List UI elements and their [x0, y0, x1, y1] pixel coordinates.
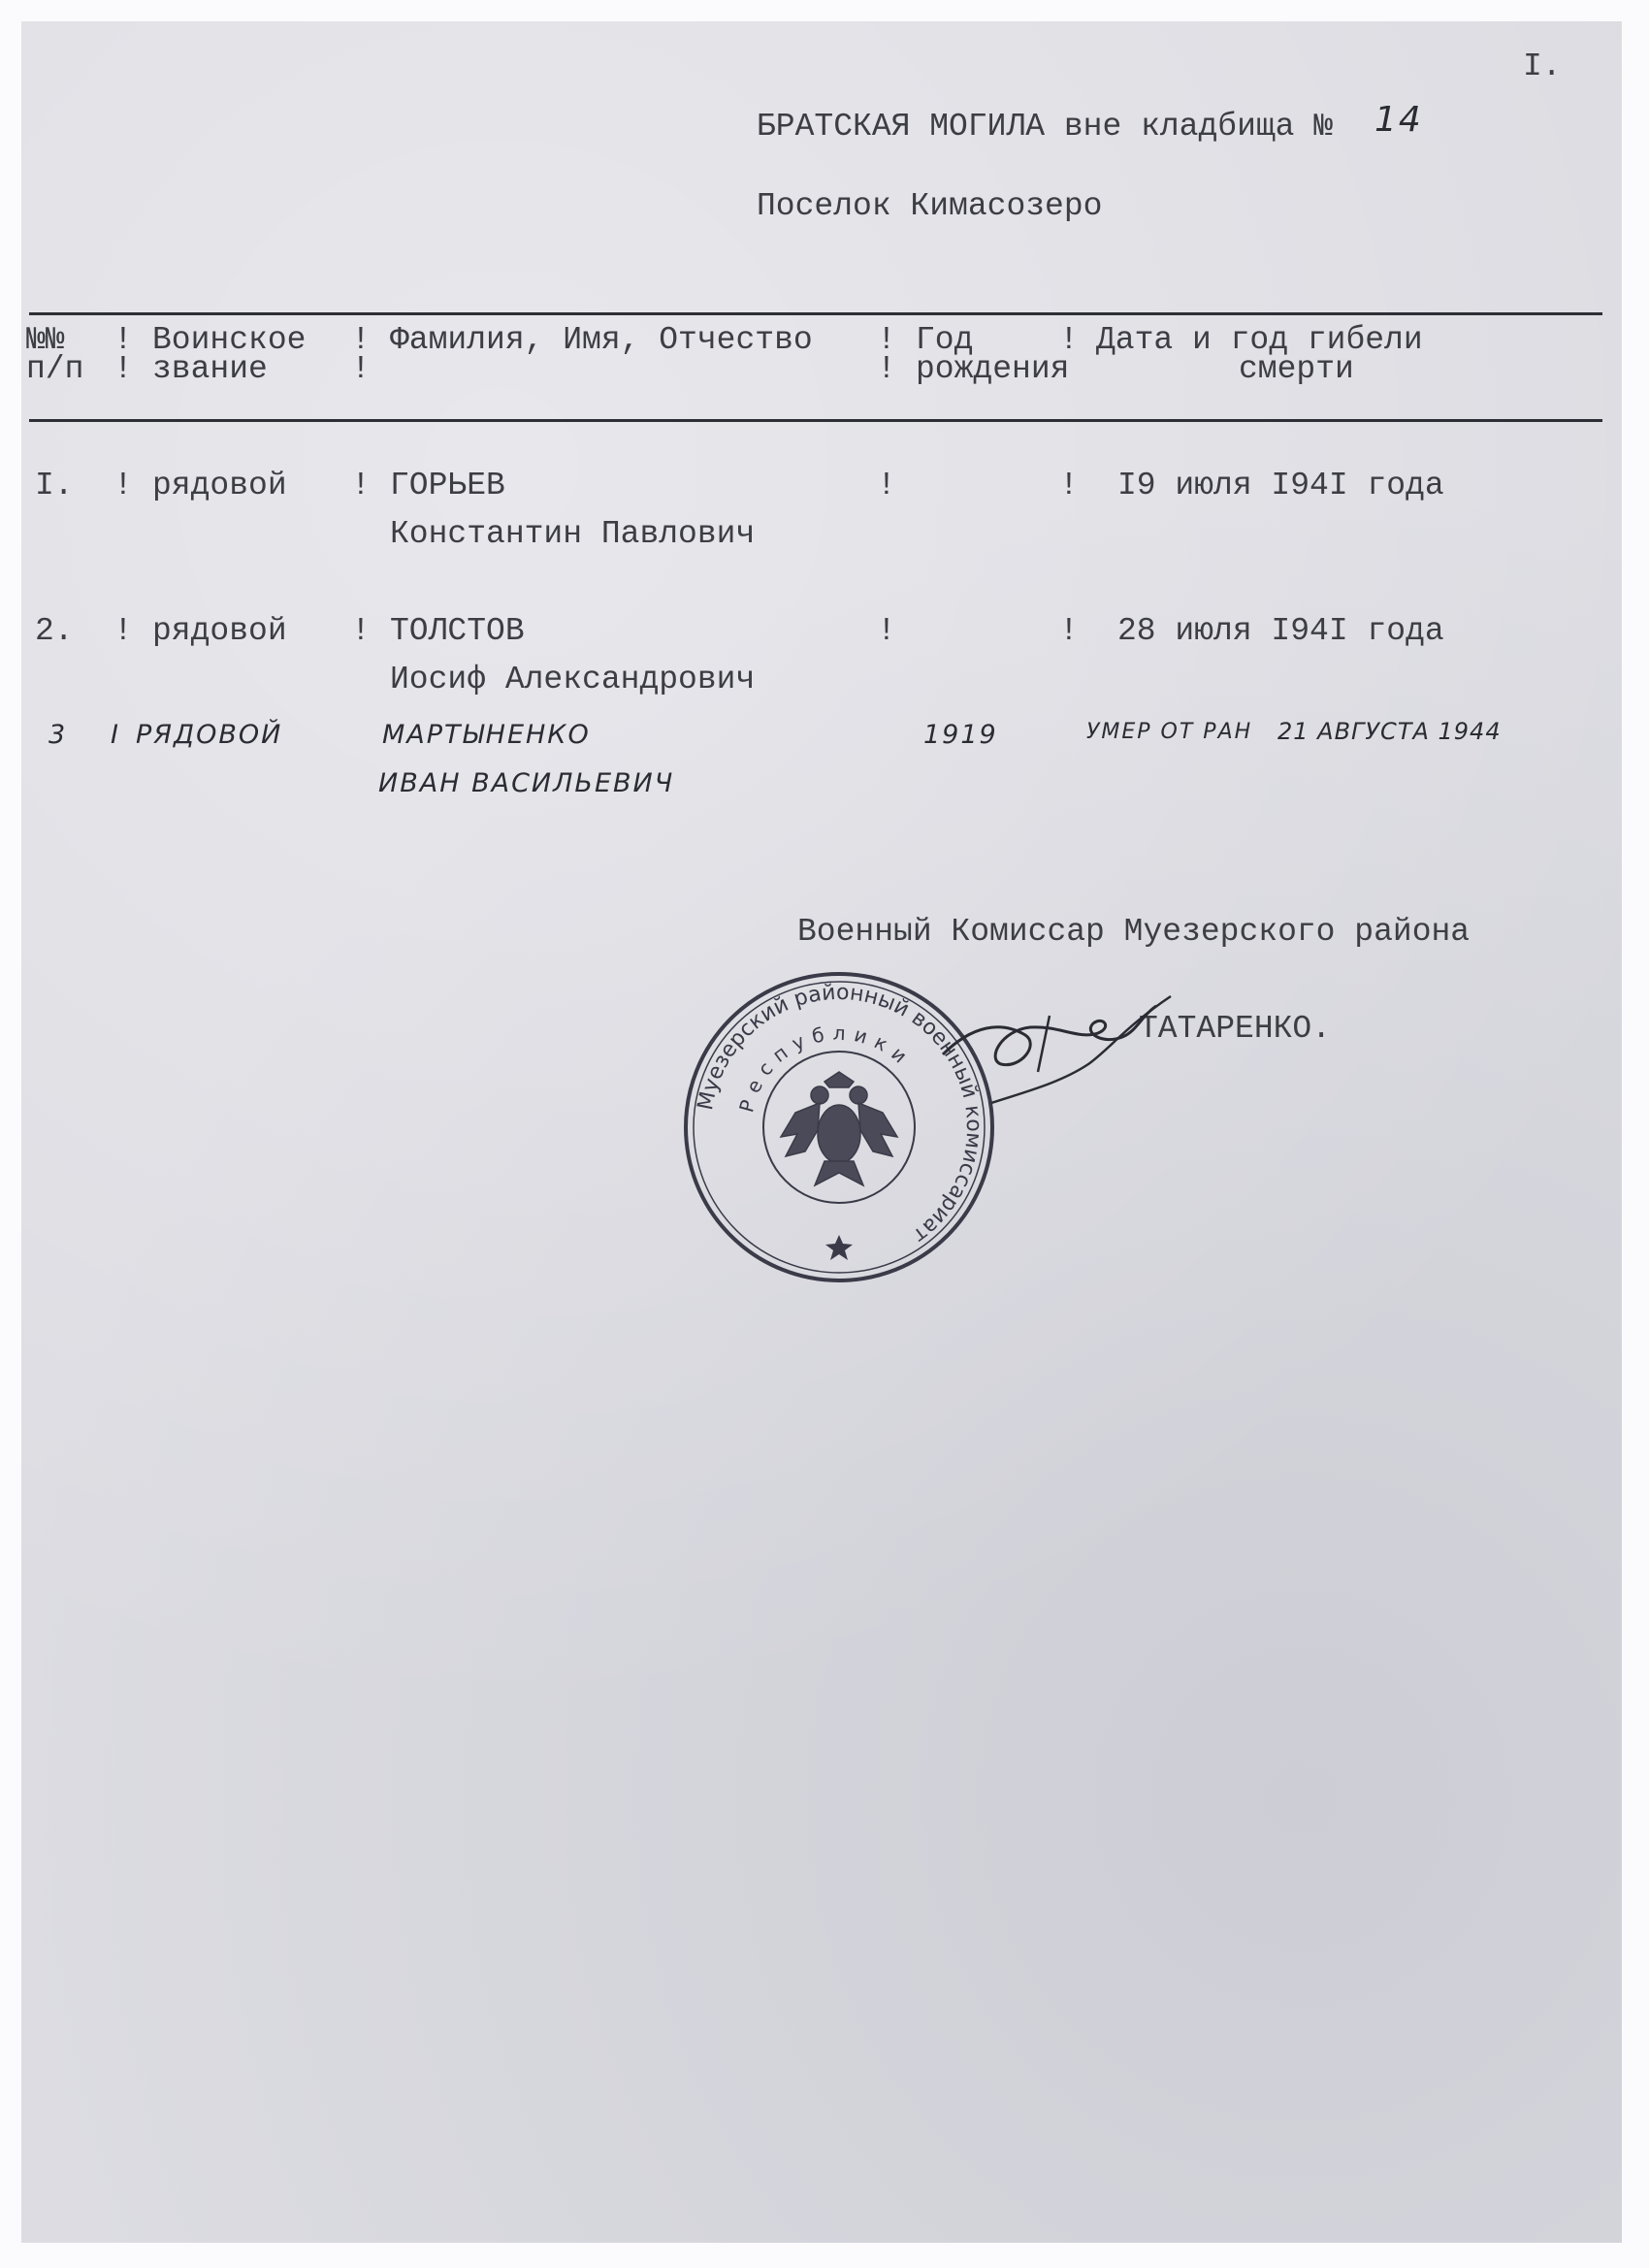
- header-num-line1: №№: [26, 322, 65, 358]
- row-given-names: ИВАН ВАСИЛЬЕВИЧ: [378, 768, 675, 798]
- stamp-outer-text: Муезерский районный военный комиссариат: [694, 980, 986, 1248]
- stamp-inner-text: Республики: [734, 1021, 918, 1116]
- col-sep: !: [113, 468, 133, 503]
- col-sep: !: [1059, 613, 1079, 649]
- header-sep: !: [1059, 322, 1079, 358]
- row-rank: РЯДОВОЙ: [136, 720, 283, 750]
- header-sep: !: [113, 351, 133, 387]
- row-death-date: I9 июля I94I года: [1117, 468, 1444, 503]
- header-sep: !: [877, 322, 896, 358]
- row-surname: МАРТЫНЕНКО: [382, 720, 591, 750]
- row-surname: ГОРЬЕВ: [390, 468, 505, 503]
- header-sep: !: [351, 322, 371, 358]
- header-year-line2: рождения: [916, 351, 1070, 387]
- table-header-rule: [29, 419, 1602, 422]
- row-death-date: 21 АВГУСТА 1944: [1277, 718, 1502, 745]
- document-sheet: [21, 21, 1622, 2243]
- col-sep: !: [113, 613, 133, 649]
- document-title: БРАТСКАЯ МОГИЛА вне кладбища №: [757, 109, 1334, 145]
- commissar-title: Военный Комиссар Муезерского района: [797, 914, 1471, 950]
- row-death-date: 28 июля I94I года: [1117, 613, 1444, 649]
- row-given-names: Иосиф Александрович: [390, 662, 756, 697]
- header-death-line1: Дата и год гибели: [1096, 322, 1423, 358]
- header-sep: !: [113, 322, 133, 358]
- col-sep: !: [877, 468, 896, 503]
- header-death-line2: смерти: [1239, 351, 1354, 387]
- header-sep: !: [877, 351, 896, 387]
- row-death-cause: УМЕР ОТ РАН: [1086, 720, 1253, 744]
- col-sep: !: [351, 613, 371, 649]
- row-number: 3: [48, 720, 68, 750]
- col-sep: !: [1059, 468, 1079, 503]
- double-headed-eagle-icon: [781, 1072, 897, 1185]
- header-name: Фамилия, Имя, Отчество: [390, 322, 813, 358]
- document-subtitle: Поселок Кимасозеро: [757, 188, 1103, 224]
- header-num-line2: п/п: [26, 351, 84, 387]
- table-top-rule: [29, 312, 1602, 315]
- row-rank: рядовой: [152, 613, 287, 649]
- row-birth-year: 1919: [923, 720, 998, 750]
- header-sep: !: [351, 351, 371, 387]
- header-rank-line2: звание: [152, 351, 268, 387]
- header-year-line1: Год: [916, 322, 974, 358]
- commissar-name: ТАТАРЕНКО.: [1139, 1011, 1332, 1047]
- row-given-names: Константин Павлович: [390, 516, 756, 552]
- col-sep: !: [877, 613, 896, 649]
- col-sep: !: [351, 468, 371, 503]
- row-number: I.: [35, 468, 74, 503]
- star-icon: [825, 1235, 853, 1260]
- col-sep: I: [111, 720, 120, 750]
- header-rank-line1: Воинское: [152, 322, 307, 358]
- signature: [933, 987, 1185, 1122]
- page-number: I.: [1523, 49, 1562, 84]
- row-number: 2.: [35, 613, 74, 649]
- row-surname: ТОЛСТОВ: [390, 613, 525, 649]
- title-number-handwritten: 14: [1374, 100, 1423, 140]
- row-rank: рядовой: [152, 468, 287, 503]
